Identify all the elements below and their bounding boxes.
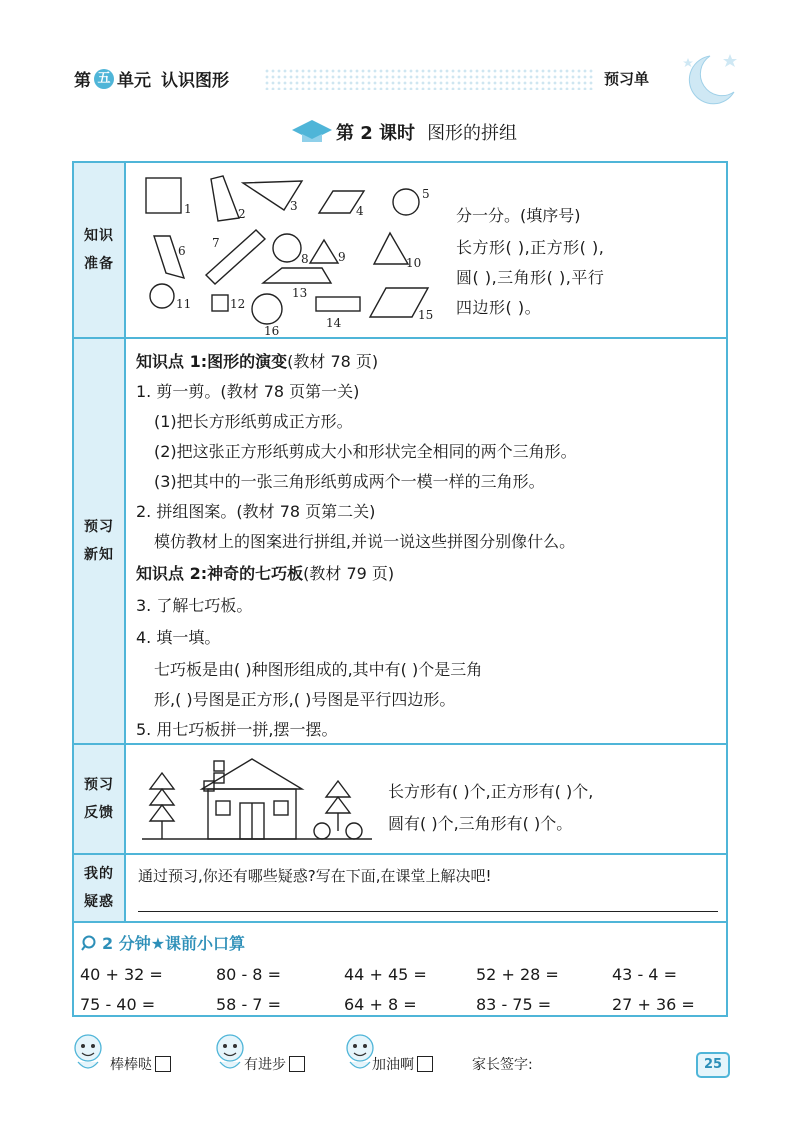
lesson-topic: 图形的拼组 — [427, 123, 518, 144]
tree-triangle — [326, 781, 350, 797]
shapes-figure — [126, 163, 446, 339]
knowledge-prep-content — [126, 163, 726, 337]
math-problem: 75 - 40 = — [80, 995, 156, 1014]
praise-progress: 有进步 — [244, 1054, 305, 1074]
header-dot-stripe — [264, 68, 594, 90]
mental-math-title: 2 分钟★课前小口算 — [80, 931, 245, 954]
feedback-content — [126, 745, 726, 853]
math-problem: 44 + 45 = — [344, 965, 427, 984]
shape-5-circle — [393, 189, 419, 215]
shape-13-trapezoid — [263, 268, 331, 283]
shape-label: 13 — [292, 286, 308, 300]
math-problem: 40 + 32 = — [80, 965, 163, 984]
knowledge-point-1: 知识点 1:图形的演变(教材 78 页) — [136, 352, 379, 371]
praise-great-checkbox[interactable] — [155, 1056, 171, 1072]
shape-16-circle — [252, 294, 282, 324]
item-2: 2. 拼组图案。(教材 78 页第二关) — [136, 502, 376, 521]
questions-prompt: 通过预习,你还有哪些疑惑?写在下面,在课堂上解决吧! — [138, 867, 492, 885]
shape-9-triangle — [310, 240, 338, 263]
mental-math-row — [74, 923, 726, 1015]
questions-row — [74, 855, 726, 923]
preview-new-row — [74, 339, 726, 745]
preview-label: 预习单 — [604, 70, 650, 88]
shape-label: 12 — [230, 297, 246, 311]
sort-instruction: 分一分。(填序号) — [456, 206, 581, 225]
praise-progress-checkbox[interactable] — [289, 1056, 305, 1072]
feedback-line-2: 圆有( )个,三角形有( )个。 — [388, 814, 573, 833]
knowledge-prep-row — [74, 163, 726, 339]
feedback-label: 预习 反馈 — [74, 745, 126, 853]
math-problem: 64 + 8 = — [344, 995, 417, 1014]
parent-signature[interactable]: 家长签字: — [472, 1057, 533, 1073]
shape-label: 6 — [178, 244, 186, 258]
item-3: 3. 了解七巧板。 — [136, 596, 253, 615]
unit-prefix: 第 — [74, 71, 91, 91]
lesson-title — [290, 116, 610, 146]
shape-2-parallelogram — [211, 176, 239, 221]
math-problem: 58 - 7 = — [216, 995, 281, 1014]
shape-1-square — [146, 178, 181, 213]
unit-suffix: 单元 — [117, 71, 151, 91]
math-problem: 43 - 4 = — [612, 965, 677, 984]
page-number: 25 — [696, 1052, 730, 1078]
window-square — [216, 801, 230, 815]
page-footer — [60, 1030, 750, 1090]
knowledge-point-2: 知识点 2:神奇的七巧板(教材 79 页) — [136, 564, 395, 583]
unit-number-badge: 五 — [94, 69, 114, 89]
shape-label: 14 — [326, 316, 342, 330]
shape-label: 9 — [338, 250, 346, 264]
math-problem: 27 + 36 = — [612, 995, 695, 1014]
magnifier-icon — [80, 934, 98, 952]
roof-triangle — [202, 759, 302, 789]
unit-title: 认识图形 — [161, 71, 229, 91]
preview-new-label: 预习 新知 — [74, 339, 126, 743]
tree-triangle — [326, 797, 350, 813]
sort-line-3: 四边形( )。 — [456, 298, 542, 317]
lesson-number: 第 2 课时 — [336, 123, 416, 144]
shape-label: 1 — [184, 202, 192, 216]
circle — [314, 823, 330, 839]
math-problem: 83 - 75 = — [476, 995, 552, 1014]
questions-content — [126, 855, 726, 921]
unit-heading — [74, 66, 229, 91]
tree-triangle — [150, 789, 174, 805]
item-1-step-3: (3)把其中的一张三角形纸剪成两个一模一样的三角形。 — [154, 472, 545, 491]
graduation-cap-icon — [290, 116, 334, 146]
item-1-step-1: (1)把长方形纸剪成正方形。 — [154, 412, 353, 431]
item-4-line-1: 七巧板是由( )种图形组成的,其中有( )个是三角 — [154, 660, 483, 679]
feedback-line-1: 长方形有( )个,正方形有( )个, — [388, 782, 594, 801]
shape-label: 10 — [406, 256, 422, 270]
praise-keep-going: 加油啊 — [372, 1054, 433, 1074]
shape-10-triangle — [374, 233, 408, 264]
item-1: 1. 剪一剪。(教材 78 页第一关) — [136, 382, 360, 401]
shape-label: 8 — [301, 252, 309, 266]
shape-8-circle — [273, 234, 301, 262]
shape-12-square — [212, 295, 228, 311]
tree-triangle — [150, 805, 174, 821]
knowledge-prep-label: 知识 准备 — [74, 163, 126, 337]
shape-label: 15 — [418, 308, 434, 322]
house-picture — [142, 751, 382, 851]
answer-writing-line[interactable] — [138, 911, 718, 912]
sort-line-2: 圆( ),三角形( ),平行 — [456, 268, 605, 287]
shape-14-rectangle — [316, 297, 360, 311]
shape-label: 3 — [290, 199, 298, 213]
math-problem: 52 + 28 = — [476, 965, 559, 984]
shape-label: 2 — [238, 207, 246, 221]
shape-label: 16 — [264, 324, 280, 338]
window-square — [274, 801, 288, 815]
page-header — [66, 58, 746, 98]
preview-new-content — [126, 339, 726, 743]
item-4-line-2: 形,( )号图是正方形,( )号图是平行四边形。 — [154, 690, 456, 709]
shape-label: 5 — [422, 187, 430, 201]
math-problem: 80 - 8 = — [216, 965, 281, 984]
shape-label: 11 — [176, 297, 192, 311]
item-1-step-2: (2)把这张正方形纸剪成大小和形状完全相同的两个三角形。 — [154, 442, 577, 461]
sort-line-1: 长方形( ),正方形( ), — [456, 238, 605, 257]
item-2-text: 模仿教材上的图案进行拼组,并说一说这些拼图分别像什么。 — [154, 532, 576, 551]
circle — [346, 823, 362, 839]
shape-11-circle — [150, 284, 174, 308]
praise-keep-going-checkbox[interactable] — [417, 1056, 433, 1072]
item-5: 5. 用七巧板拼一拼,摆一摆。 — [136, 720, 338, 739]
shape-label: 4 — [356, 204, 364, 218]
mascot-icon — [64, 1030, 110, 1080]
tree-triangle — [150, 773, 174, 789]
questions-label: 我的 疑惑 — [74, 855, 126, 921]
praise-great: 棒棒哒 — [110, 1054, 171, 1074]
preview-table — [72, 161, 728, 1017]
chimney-square — [214, 761, 224, 771]
item-4: 4. 填一填。 — [136, 628, 221, 647]
shape-label: 7 — [212, 236, 220, 250]
feedback-row — [74, 745, 726, 855]
moon-stars-icon — [672, 48, 742, 108]
